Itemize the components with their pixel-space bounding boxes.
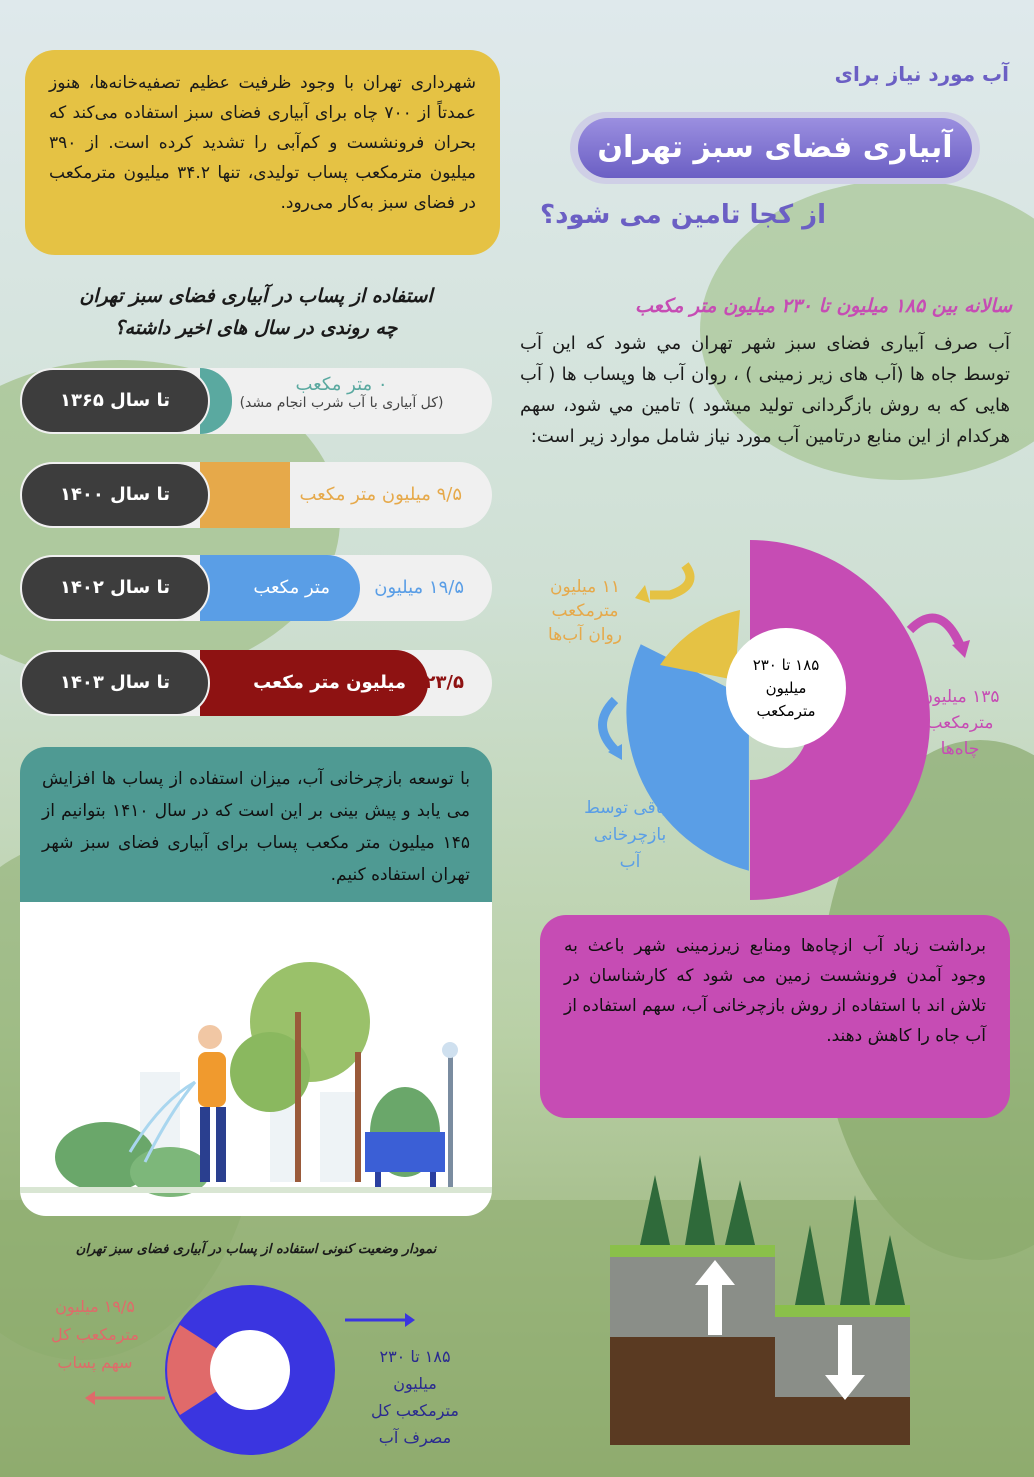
- trend-fill-cap: [270, 462, 290, 528]
- total-line3: مترمکعب کل: [371, 1401, 459, 1420]
- trend-value: ۰ متر مکعب: [295, 374, 388, 395]
- year-oval: تا سال ۱۴۰۰: [20, 462, 210, 528]
- trend-note: (کل آبیاری با آب شرب انجام مشد): [239, 395, 444, 411]
- trend-value: ۱۹/۵ میلیون: [374, 577, 464, 598]
- intro-text: شهرداری تهران با وجود ظرفیت عظیم تصفیه‌خانه‌ها، هنوز عمدتاً از ۷۰۰ چاه برای آبیاری فضای سبز استفاده می‌کند که بحران فرونشست و کم‌آبی را تشدید کرده است. از ۳۹۰ میلیون مترمکعب پساب تولیدی، تنها ۳۴.۲ میلیون مترمکعب در فضای سبز به‌کار می‌رود.: [49, 73, 477, 213]
- future-text: با توسعه بازچرخانی آب، میزان استفاده از پساب ها افزایش می یابد و پیش بینی بر این است که در سال ۱۴۱۰ بتوانیم از ۱۴۵ میلیون متر مکعب پساب برای آبیاری فضای سبز شهر تهران استفاده کنیم.: [42, 769, 470, 885]
- trend-value: ۲۳/۵: [424, 672, 464, 693]
- trend-unit: میلیون متر مکعب: [253, 672, 406, 693]
- trend-heading-line1: استفاده از پساب در آبیاری فضای سبز تهران: [79, 285, 433, 307]
- total-line1: ۱۸۵ تا ۲۳۰: [379, 1347, 451, 1366]
- future-box: [20, 747, 492, 902]
- trend-unit: متر مکعب: [253, 577, 330, 598]
- year-oval: تا سال ۱۴۰۲: [20, 555, 210, 621]
- wastewater-share-label: [30, 1293, 160, 1377]
- page-title: آبیاری فضای سبز تهران: [597, 130, 953, 165]
- trend-label: [209, 374, 474, 411]
- left-arrow-icon: [85, 1388, 165, 1408]
- wells-line1: ۱۳۵ میلیون: [920, 687, 1000, 707]
- sources-text: آب صرف آبیاری فضای سبز شهر تهران مي شود که این آب توسط جاه ها (آب های زیر زمینی ) ، روان آب ها وپساب ها ( آب هایی که به روش بازگردانی تولید میشود ) تامین مي شود، سهم هرکدام از این منابع درتامین آب مورد نیاز شامل موارد زیر است:: [520, 333, 1010, 447]
- right-arrow-icon: [345, 1310, 415, 1330]
- current-donut-hole: [210, 1330, 290, 1410]
- year-oval: تا سال ۱۳۶۵: [20, 368, 210, 434]
- watering-illustration-panel: [20, 902, 492, 1216]
- total-line4: مصرف آب: [378, 1428, 452, 1447]
- trend-row-1402: [20, 555, 492, 621]
- current-chart-title: نمودار وضعیت کنونی استفاده از پساب در آبیاری فضای سبز تهران: [75, 1242, 437, 1257]
- recycle-line3: آب: [619, 852, 641, 872]
- total-line2: میلیون: [393, 1374, 437, 1393]
- subsidence-text: برداشت زیاد آب ازچاه‌ها ومنابع زیرزمینی شهر باعث به وجود آمدن فرونشست زمین می شود که کارشناسان در تلاش اند با استفاده از روش بازچرخانی آب، سهم استفاده از آب جاه را کاهش دهند.: [564, 936, 986, 1046]
- recycle-arrow-icon: [603, 700, 616, 750]
- center-line2: میلیون: [765, 679, 807, 697]
- runoff-arrow-icon: [650, 565, 690, 595]
- share-line1: ۱۹/۵ میلیون: [55, 1297, 135, 1316]
- trend-row-1403: [20, 650, 492, 716]
- runoff-label: [530, 575, 640, 647]
- header-subtitle: آب مورد نیاز برای: [834, 62, 1009, 86]
- trend-row-1365: [20, 368, 492, 434]
- header-question: از کجا تامین می شود؟: [540, 200, 827, 230]
- total-use-label: [350, 1343, 480, 1451]
- share-line2: مترمکعب کل: [51, 1325, 139, 1344]
- wells-line3: چاه‌ها: [940, 739, 980, 759]
- wells-label: [905, 684, 1015, 762]
- trend-row-1400: [20, 462, 492, 528]
- runoff-line2: مترمکعب: [551, 601, 619, 621]
- trend-heading-line2: چه روندی در سال های اخیر داشته؟: [114, 317, 398, 339]
- center-line1: ۱۸۵ تا ۲۳۰: [752, 656, 820, 674]
- wells-line2: مترمکعب: [926, 713, 994, 733]
- trend-heading: [20, 280, 492, 344]
- subsidence-illustration: [610, 1135, 910, 1445]
- center-line3: مترمکعب: [756, 702, 816, 720]
- title-pill: [570, 112, 980, 184]
- wells-arrow-icon: [910, 618, 960, 645]
- recycle-line1: الباقی توسط: [584, 798, 676, 818]
- subsidence-box: [540, 915, 1010, 1118]
- recycle-line2: بازچرخانی: [593, 825, 667, 845]
- share-line3: سهم پساب: [57, 1353, 133, 1372]
- intro-box: [25, 50, 500, 255]
- sources-range-heading: سالانه بین ۱۸۵ میلیون تا ۲۳۰ میلیون متر مکعب: [634, 295, 1012, 317]
- trend-value: ۹/۵ میلیون متر مکعب: [299, 484, 462, 505]
- current-donut-chart: [160, 1280, 340, 1460]
- year-oval: تا سال ۱۴۰۳: [20, 650, 210, 716]
- runoff-line1: ۱۱ میلیون: [550, 577, 620, 597]
- runoff-line3: روان آب‌ها: [548, 625, 622, 645]
- recycle-label: [575, 795, 685, 876]
- watering-illustration: [20, 902, 492, 1216]
